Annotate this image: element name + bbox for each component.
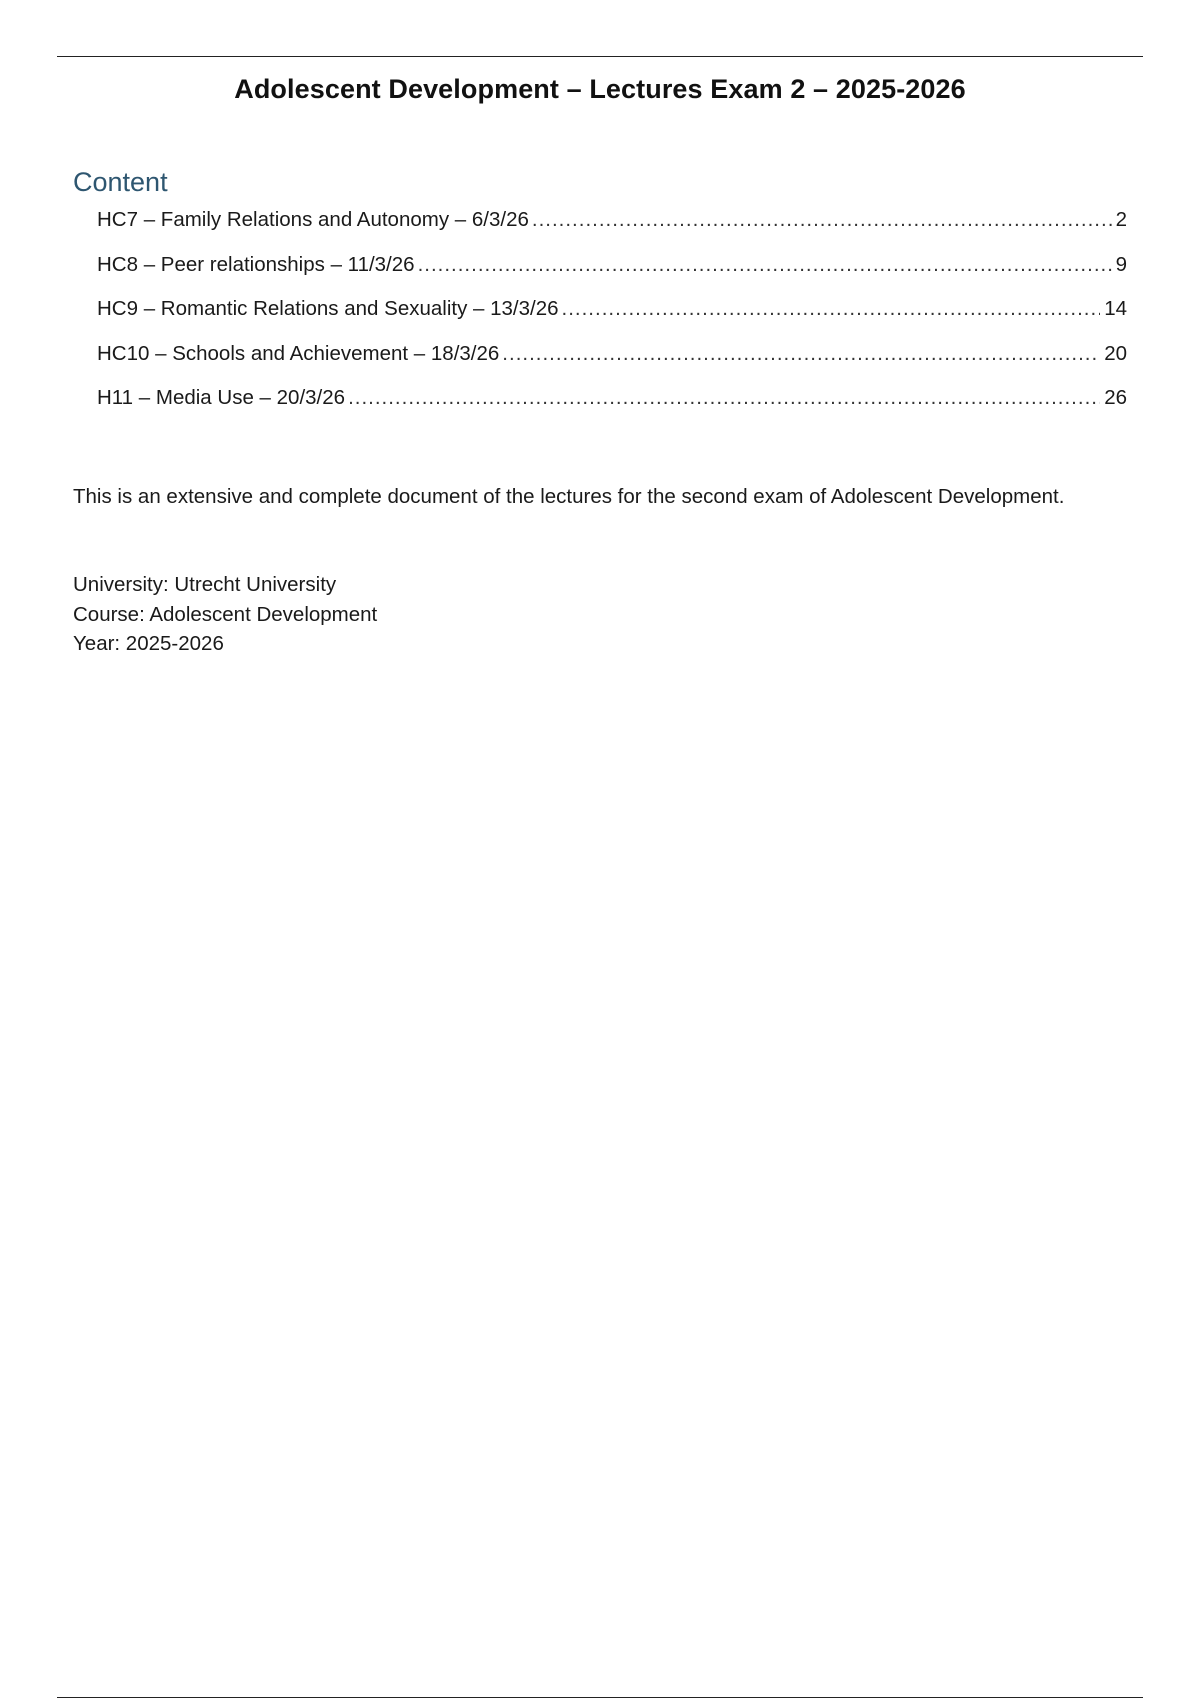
toc-entry-hc7[interactable] xyxy=(97,208,1127,253)
toc-entry-hc9[interactable] xyxy=(97,297,1127,342)
toc-entry-label: H11 – Media Use – 20/3/26 xyxy=(97,386,346,409)
toc-dot-leader xyxy=(418,253,1112,277)
toc-entry-label: HC10 – Schools and Achievement – 18/3/26 xyxy=(97,341,500,365)
toc-entry-hc10[interactable] xyxy=(97,342,1127,387)
toc-dot-leader xyxy=(562,297,1101,321)
table-of-contents xyxy=(97,208,1127,431)
document-title: Adolescent Development – Lectures Exam 2 – 2025-2026 xyxy=(234,74,966,104)
toc-entry-h11[interactable] xyxy=(97,386,1127,431)
toc-entry-label: HC9 – Romantic Relations and Sexuality – 13/3/26 xyxy=(97,297,559,320)
meta-university: University: Utrecht University xyxy=(73,573,337,596)
toc-entry-label: HC7 – Family Relations and Autonomy – 6/3/26 xyxy=(97,208,529,231)
toc-page-number: 20 xyxy=(1104,341,1127,365)
document-metadata xyxy=(73,570,377,659)
intro-paragraph: This is an extensive and complete document of the lectures for the second exam of Adolescent Development. xyxy=(73,485,1065,508)
toc-page-number: 14 xyxy=(1104,297,1127,320)
footer-rule xyxy=(57,1697,1143,1698)
header-rule xyxy=(57,56,1143,57)
toc-page-number: 2 xyxy=(1115,208,1127,231)
toc-dot-leader xyxy=(502,342,1100,366)
toc-dot-leader xyxy=(348,386,1100,410)
toc-page-number: 9 xyxy=(1115,252,1127,276)
toc-entry-label: HC8 – Peer relationships – 11/3/26 xyxy=(97,252,415,276)
toc-heading: Content xyxy=(73,167,168,197)
meta-year: Year: 2025-2026 xyxy=(73,632,224,655)
toc-page-number: 26 xyxy=(1104,386,1127,409)
toc-dot-leader xyxy=(532,208,1112,232)
toc-entry-hc8[interactable] xyxy=(97,253,1127,298)
meta-course: Course: Adolescent Development xyxy=(73,602,378,626)
